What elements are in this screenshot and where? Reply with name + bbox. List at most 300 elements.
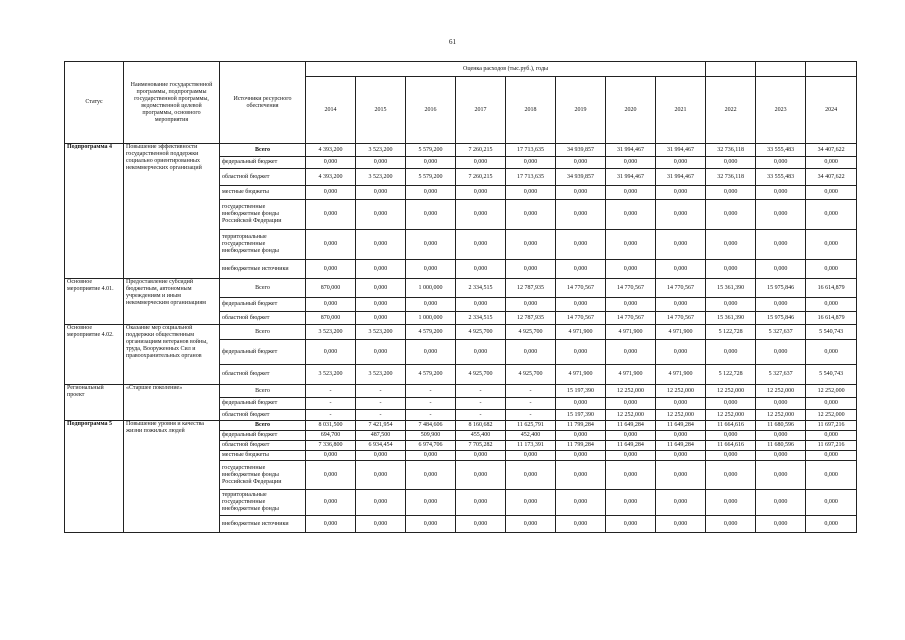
cell-amount: 6 934,454 [356, 441, 406, 451]
cell-amount: 0,000 [806, 451, 857, 461]
cell-amount: 34 407,622 [806, 144, 857, 157]
cell-amount: 0,000 [606, 200, 656, 230]
cell-amount: 11 649,284 [606, 441, 656, 451]
cell-amount: 0,000 [606, 340, 656, 365]
cell-amount: 15 197,390 [556, 410, 606, 421]
cell-amount: 0,000 [606, 298, 656, 312]
cell-amount: 0,000 [306, 490, 356, 516]
cell-amount: 0,000 [306, 340, 356, 365]
row-status: Подпрограмма 5 [65, 421, 124, 533]
cell-amount: 0,000 [656, 186, 706, 200]
cell-amount: 0,000 [606, 431, 656, 441]
row-funding-source: федеральный бюджет [220, 431, 306, 441]
cell-amount: 0,000 [306, 230, 356, 260]
row-program-name: «Старшее поколение» [124, 385, 220, 421]
cell-amount: 0,000 [706, 340, 756, 365]
table-row [65, 385, 857, 398]
cell-amount: 32 736,118 [706, 169, 756, 186]
cell-amount: 0,000 [506, 516, 556, 533]
cell-amount: 14 770,567 [606, 312, 656, 325]
cell-amount: 12 252,000 [606, 385, 656, 398]
cell-amount: 16 614,879 [806, 312, 857, 325]
cell-amount: 17 713,635 [506, 144, 556, 157]
cell-amount: - [406, 385, 456, 398]
cell-amount: 0,000 [356, 490, 406, 516]
budget-table-container [64, 61, 857, 533]
cell-amount: 11 649,284 [656, 421, 706, 431]
cell-amount: 0,000 [406, 340, 456, 365]
cell-amount: 5 579,200 [406, 169, 456, 186]
header-year: 2023 [756, 77, 806, 144]
cell-amount: 0,000 [756, 230, 806, 260]
cell-amount: 0,000 [556, 516, 606, 533]
cell-amount: 11 649,284 [656, 441, 706, 451]
row-funding-source: областной бюджет [220, 441, 306, 451]
cell-amount: 0,000 [806, 260, 857, 279]
cell-amount: 12 252,000 [606, 410, 656, 421]
header-year: 2022 [706, 77, 756, 144]
budget-table [64, 61, 857, 533]
cell-amount: 0,000 [356, 260, 406, 279]
cell-amount: 0,000 [556, 451, 606, 461]
cell-amount: 14 770,567 [556, 279, 606, 298]
header-year: 2014 [306, 77, 356, 144]
page-number: 61 [449, 38, 456, 46]
cell-amount: 0,000 [656, 431, 706, 441]
cell-amount: 0,000 [656, 157, 706, 169]
cell-amount: 0,000 [356, 279, 406, 298]
cell-amount: 0,000 [306, 516, 356, 533]
cell-amount: 0,000 [806, 490, 857, 516]
cell-amount: 11 664,616 [706, 421, 756, 431]
cell-amount: 0,000 [756, 516, 806, 533]
cell-amount: 0,000 [406, 298, 456, 312]
cell-amount: 12 252,000 [656, 410, 706, 421]
row-funding-source: Всего [220, 279, 306, 298]
header-estimate: Оценка расходов (тыс.руб.), годы [306, 62, 706, 77]
row-status: Основное мероприятие 4.01. [65, 279, 124, 325]
cell-amount: 15 975,846 [756, 312, 806, 325]
cell-amount: 31 994,467 [606, 169, 656, 186]
cell-amount: 4 971,900 [606, 365, 656, 385]
cell-amount: 16 614,879 [806, 279, 857, 298]
cell-amount: 0,000 [706, 461, 756, 490]
cell-amount: 0,000 [606, 260, 656, 279]
cell-amount: 7 705,282 [456, 441, 506, 451]
cell-amount: 32 736,118 [706, 144, 756, 157]
cell-amount: 0,000 [356, 312, 406, 325]
cell-amount: 11 173,391 [506, 441, 556, 451]
cell-amount: 4 925,700 [506, 365, 556, 385]
cell-amount: 0,000 [356, 461, 406, 490]
cell-amount: 0,000 [506, 340, 556, 365]
cell-amount: 0,000 [756, 398, 806, 410]
table-row [65, 144, 857, 157]
cell-amount: 31 994,467 [656, 169, 706, 186]
row-funding-source: Всего [220, 385, 306, 398]
cell-amount: - [356, 398, 406, 410]
cell-amount: - [456, 398, 506, 410]
cell-amount: 0,000 [456, 298, 506, 312]
cell-amount: 0,000 [506, 186, 556, 200]
cell-amount: 11 697,216 [806, 441, 857, 451]
row-status: Основное мероприятие 4.02. [65, 325, 124, 385]
cell-amount: 0,000 [356, 516, 406, 533]
header-blank [706, 62, 756, 77]
cell-amount: 0,000 [706, 431, 756, 441]
cell-amount: 0,000 [706, 230, 756, 260]
cell-amount: - [306, 385, 356, 398]
cell-amount: - [506, 410, 556, 421]
cell-amount: 4 393,200 [306, 169, 356, 186]
cell-amount: 31 994,467 [606, 144, 656, 157]
header-year: 2020 [606, 77, 656, 144]
cell-amount: 0,000 [606, 516, 656, 533]
cell-amount: 14 770,567 [556, 312, 606, 325]
cell-amount: - [456, 410, 506, 421]
cell-amount: 7 484,606 [406, 421, 456, 431]
cell-amount: 0,000 [406, 490, 456, 516]
cell-amount: 0,000 [356, 186, 406, 200]
cell-amount: 1 000,000 [406, 279, 456, 298]
cell-amount: 0,000 [506, 490, 556, 516]
cell-amount: 0,000 [556, 398, 606, 410]
cell-amount: 0,000 [306, 451, 356, 461]
cell-amount: 0,000 [306, 200, 356, 230]
row-funding-source: внебюджетные источники [220, 516, 306, 533]
row-funding-source: федеральный бюджет [220, 157, 306, 169]
cell-amount: - [506, 398, 556, 410]
row-funding-source: областной бюджет [220, 410, 306, 421]
cell-amount: 15 361,390 [706, 312, 756, 325]
row-program-name: Предоставление субсидий бюджетным, автономным учреждениям и иным некоммерческим организациям [124, 279, 220, 325]
cell-amount: 3 523,200 [306, 365, 356, 385]
cell-amount: 6 974,706 [406, 441, 456, 451]
cell-amount: 0,000 [756, 260, 806, 279]
cell-amount: 487,500 [356, 431, 406, 441]
row-funding-source: Всего [220, 144, 306, 157]
cell-amount: 0,000 [506, 157, 556, 169]
cell-amount: 0,000 [706, 451, 756, 461]
cell-amount: 0,000 [356, 200, 406, 230]
cell-amount: 34 407,622 [806, 169, 857, 186]
cell-amount: 7 260,215 [456, 169, 506, 186]
cell-amount: 0,000 [506, 200, 556, 230]
header-source: Источники ресурсного обеспечения [220, 62, 306, 144]
cell-amount: 0,000 [806, 298, 857, 312]
cell-amount: - [506, 385, 556, 398]
cell-amount: 0,000 [556, 230, 606, 260]
cell-amount: 0,000 [656, 260, 706, 279]
cell-amount: 0,000 [656, 200, 706, 230]
cell-amount: 0,000 [556, 431, 606, 441]
cell-amount: - [306, 410, 356, 421]
cell-amount: 0,000 [656, 451, 706, 461]
cell-amount: 0,000 [756, 186, 806, 200]
cell-amount: 0,000 [606, 398, 656, 410]
header-blank [806, 62, 857, 77]
cell-amount: 0,000 [356, 298, 406, 312]
cell-amount: 0,000 [656, 490, 706, 516]
row-status: Подпрограмма 4 [65, 144, 124, 279]
cell-amount: 0,000 [706, 157, 756, 169]
cell-amount: 0,000 [606, 461, 656, 490]
cell-amount: 8 160,682 [456, 421, 506, 431]
cell-amount: 0,000 [506, 461, 556, 490]
cell-amount: 0,000 [756, 157, 806, 169]
header-name: Наименование государственной программы, подпрограммы государственной программы, ведомственной целевой программы, основного мероприятия [124, 62, 220, 144]
row-funding-source: областной бюджет [220, 169, 306, 186]
cell-amount: 0,000 [706, 200, 756, 230]
cell-amount: 4 925,700 [456, 325, 506, 340]
row-funding-source: территориальные государственные внебюджетные фонды [220, 490, 306, 516]
table-row [65, 421, 857, 431]
cell-amount: 12 252,000 [756, 410, 806, 421]
cell-amount: 4 971,900 [656, 325, 706, 340]
cell-amount: 0,000 [756, 461, 806, 490]
row-funding-source: областной бюджет [220, 312, 306, 325]
cell-amount: 0,000 [456, 451, 506, 461]
cell-amount: 0,000 [456, 461, 506, 490]
cell-amount: 33 555,483 [756, 169, 806, 186]
cell-amount: 34 939,857 [556, 169, 606, 186]
cell-amount: 0,000 [806, 186, 857, 200]
cell-amount: 694,700 [306, 431, 356, 441]
table-row [65, 279, 857, 298]
cell-amount: 0,000 [756, 490, 806, 516]
cell-amount: 0,000 [556, 186, 606, 200]
cell-amount: 870,000 [306, 312, 356, 325]
cell-amount: 0,000 [556, 157, 606, 169]
cell-amount: 0,000 [506, 298, 556, 312]
row-funding-source: федеральный бюджет [220, 298, 306, 312]
cell-amount: 12 252,000 [706, 410, 756, 421]
cell-amount: 0,000 [306, 186, 356, 200]
cell-amount: 0,000 [456, 200, 506, 230]
cell-amount: 0,000 [806, 200, 857, 230]
cell-amount: 0,000 [806, 157, 857, 169]
cell-amount: 12 252,000 [756, 385, 806, 398]
row-program-name: Оказание мер социальной поддержки общественным организациям ветеранов войны, труда, Вооруженных Сил и правоохранительных органов [124, 325, 220, 385]
row-funding-source: федеральный бюджет [220, 398, 306, 410]
cell-amount: 17 713,635 [506, 169, 556, 186]
cell-amount: 11 799,284 [556, 441, 606, 451]
cell-amount: 0,000 [406, 461, 456, 490]
cell-amount: 0,000 [306, 157, 356, 169]
cell-amount: 12 252,000 [656, 385, 706, 398]
cell-amount: 31 994,467 [656, 144, 706, 157]
cell-amount: 455,400 [456, 431, 506, 441]
cell-amount: 4 971,900 [556, 365, 606, 385]
cell-amount: 14 770,567 [606, 279, 656, 298]
cell-amount: 4 971,900 [556, 325, 606, 340]
cell-amount: 0,000 [556, 490, 606, 516]
cell-amount: - [456, 385, 506, 398]
cell-amount: 11 680,596 [756, 441, 806, 451]
cell-amount: 5 122,728 [706, 325, 756, 340]
cell-amount: 2 334,515 [456, 312, 506, 325]
cell-amount: 0,000 [406, 230, 456, 260]
cell-amount: 11 799,284 [556, 421, 606, 431]
header-year: 2018 [506, 77, 556, 144]
row-program-name: Повышение уровня и качества жизни пожилых людей [124, 421, 220, 533]
cell-amount: - [406, 410, 456, 421]
row-program-name: Повышение эффективности государственной поддержки социально ориентированных некоммерческих организаций [124, 144, 220, 279]
cell-amount: 0,000 [806, 398, 857, 410]
cell-amount: 0,000 [806, 516, 857, 533]
cell-amount: 0,000 [506, 451, 556, 461]
cell-amount: 3 523,200 [356, 169, 406, 186]
cell-amount: 3 523,200 [356, 144, 406, 157]
cell-amount: 11 625,791 [506, 421, 556, 431]
cell-amount: 5 122,728 [706, 365, 756, 385]
cell-amount: 11 680,596 [756, 421, 806, 431]
cell-amount: 7 260,215 [456, 144, 506, 157]
cell-amount: 0,000 [556, 340, 606, 365]
cell-amount: 15 975,846 [756, 279, 806, 298]
cell-amount: 0,000 [406, 200, 456, 230]
cell-amount: 0,000 [356, 157, 406, 169]
cell-amount: 12 252,000 [706, 385, 756, 398]
cell-amount: 12 787,935 [506, 312, 556, 325]
cell-amount: 0,000 [356, 230, 406, 260]
cell-amount: 0,000 [706, 186, 756, 200]
cell-amount: - [306, 398, 356, 410]
row-funding-source: внебюджетные источники [220, 260, 306, 279]
row-funding-source: государственные внебюджетные фонды Российской Федерации [220, 461, 306, 490]
cell-amount: 0,000 [756, 298, 806, 312]
cell-amount: 4 393,200 [306, 144, 356, 157]
cell-amount: 0,000 [756, 200, 806, 230]
cell-amount: 0,000 [756, 340, 806, 365]
header-year: 2019 [556, 77, 606, 144]
cell-amount: 0,000 [656, 230, 706, 260]
cell-amount: 0,000 [706, 398, 756, 410]
cell-amount: 4 971,900 [656, 365, 706, 385]
cell-amount: 5 327,637 [756, 365, 806, 385]
cell-amount: 0,000 [656, 461, 706, 490]
cell-amount: 0,000 [406, 260, 456, 279]
header-year: 2021 [656, 77, 706, 144]
cell-amount: 14 770,567 [656, 279, 706, 298]
header-blank [756, 62, 806, 77]
cell-amount: 452,400 [506, 431, 556, 441]
row-funding-source: местные бюджеты [220, 186, 306, 200]
cell-amount: 0,000 [806, 230, 857, 260]
cell-amount: 12 787,935 [506, 279, 556, 298]
cell-amount: 0,000 [806, 461, 857, 490]
cell-amount: 4 579,200 [406, 325, 456, 340]
cell-amount: 15 361,390 [706, 279, 756, 298]
cell-amount: 0,000 [706, 490, 756, 516]
row-funding-source: местные бюджеты [220, 451, 306, 461]
cell-amount: 0,000 [506, 260, 556, 279]
budget-table-body [65, 144, 857, 533]
header-year: 2024 [806, 77, 857, 144]
cell-amount: 0,000 [306, 461, 356, 490]
cell-amount: 11 664,616 [706, 441, 756, 451]
cell-amount: 0,000 [806, 431, 857, 441]
cell-amount: 870,000 [306, 279, 356, 298]
cell-amount: 7 336,800 [306, 441, 356, 451]
cell-amount: 0,000 [306, 298, 356, 312]
table-row [65, 325, 857, 340]
cell-amount: 0,000 [656, 340, 706, 365]
cell-amount: 0,000 [456, 186, 506, 200]
cell-amount: 0,000 [756, 451, 806, 461]
cell-amount: 0,000 [656, 298, 706, 312]
row-funding-source: территориальные государственные внебюджетные фонды [220, 230, 306, 260]
cell-amount: 4 579,200 [406, 365, 456, 385]
cell-amount: 0,000 [656, 516, 706, 533]
cell-amount: 3 523,200 [356, 325, 406, 340]
row-funding-source: Всего [220, 325, 306, 340]
header-year: 2015 [356, 77, 406, 144]
cell-amount: 0,000 [456, 490, 506, 516]
cell-amount: 0,000 [456, 157, 506, 169]
cell-amount: 0,000 [406, 157, 456, 169]
cell-amount: 7 421,954 [356, 421, 406, 431]
cell-amount: 12 252,000 [806, 410, 857, 421]
cell-amount: 0,000 [556, 200, 606, 230]
cell-amount: 0,000 [606, 230, 656, 260]
cell-amount: 1 000,000 [406, 312, 456, 325]
row-funding-source: Всего [220, 421, 306, 431]
header-status: Статус [65, 62, 124, 144]
cell-amount: 4 925,700 [506, 325, 556, 340]
cell-amount: 11 697,216 [806, 421, 857, 431]
cell-amount: 8 031,500 [306, 421, 356, 431]
cell-amount: 0,000 [556, 298, 606, 312]
header-year: 2016 [406, 77, 456, 144]
cell-amount: 14 770,567 [656, 312, 706, 325]
cell-amount: 4 925,700 [456, 365, 506, 385]
cell-amount: 0,000 [606, 490, 656, 516]
row-funding-source: государственные внебюджетные фонды Российской Федерации [220, 200, 306, 230]
cell-amount: 0,000 [706, 260, 756, 279]
header-year: 2017 [456, 77, 506, 144]
row-funding-source: федеральный бюджет [220, 340, 306, 365]
cell-amount: 0,000 [606, 186, 656, 200]
cell-amount: 0,000 [406, 516, 456, 533]
cell-amount: 5 540,743 [806, 365, 857, 385]
cell-amount: 0,000 [706, 516, 756, 533]
cell-amount: 12 252,000 [806, 385, 857, 398]
cell-amount: 0,000 [706, 298, 756, 312]
cell-amount: 5 579,200 [406, 144, 456, 157]
cell-amount: 5 540,743 [806, 325, 857, 340]
cell-amount: 0,000 [356, 451, 406, 461]
cell-amount: 0,000 [656, 398, 706, 410]
cell-amount: 0,000 [606, 157, 656, 169]
cell-amount: 11 649,284 [606, 421, 656, 431]
cell-amount: 3 523,200 [356, 365, 406, 385]
cell-amount: 0,000 [306, 260, 356, 279]
cell-amount: 0,000 [456, 340, 506, 365]
cell-amount: 0,000 [606, 451, 656, 461]
cell-amount: - [406, 398, 456, 410]
cell-amount: 3 523,200 [306, 325, 356, 340]
cell-amount: 0,000 [356, 340, 406, 365]
cell-amount: 0,000 [806, 340, 857, 365]
cell-amount: 4 971,900 [606, 325, 656, 340]
cell-amount: 0,000 [456, 260, 506, 279]
cell-amount: 0,000 [456, 230, 506, 260]
row-funding-source: областной бюджет [220, 365, 306, 385]
cell-amount: 0,000 [456, 516, 506, 533]
cell-amount: - [356, 410, 406, 421]
row-status: Региональный проект [65, 385, 124, 421]
